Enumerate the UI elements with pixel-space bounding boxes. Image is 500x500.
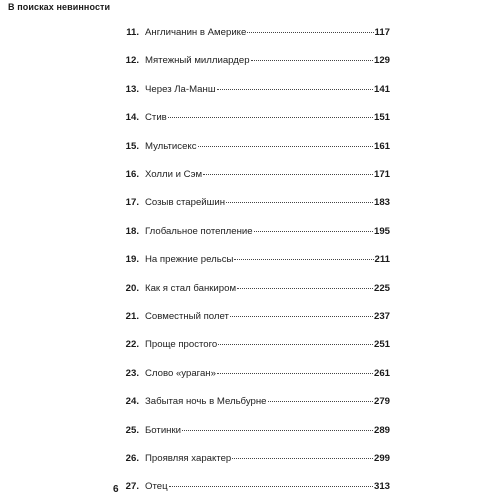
toc-entry-title: Ботинки xyxy=(145,424,182,436)
toc-entry xyxy=(113,253,390,267)
toc-entry xyxy=(113,480,390,494)
toc-entry-number: 23. xyxy=(125,367,139,379)
toc-entry-title: Проще простого xyxy=(145,339,218,351)
toc-entry-title: Проявляя характер xyxy=(145,453,232,464)
dot-leader xyxy=(198,146,373,147)
toc-entry xyxy=(113,282,390,296)
toc-entry-number: 14. xyxy=(125,112,139,124)
dot-leader xyxy=(247,32,373,33)
dot-leader xyxy=(226,202,373,203)
toc-entry-page: 171 xyxy=(373,169,390,180)
toc-entry-number: 11. xyxy=(126,27,139,38)
toc-entry-title: Совместный полет xyxy=(145,311,229,322)
toc-entry-title: Стив xyxy=(145,112,167,124)
toc-entry-page: 195 xyxy=(373,225,390,237)
toc-entry-page: 161 xyxy=(373,140,390,152)
toc-entry-number: 21. xyxy=(125,311,139,322)
toc-entry xyxy=(113,424,390,438)
toc-entry-title: Созыв старейшин xyxy=(145,197,226,209)
dot-leader xyxy=(251,60,373,61)
toc-entry-title: Отец xyxy=(145,481,168,493)
toc-entry-number: 19. xyxy=(125,254,139,266)
toc-entry xyxy=(113,310,390,324)
toc-entry-number: 17. xyxy=(125,197,139,209)
dot-leader xyxy=(232,458,373,459)
toc-entry xyxy=(113,367,390,381)
toc-entry-number: 18. xyxy=(125,225,139,237)
toc-entry-page: 183 xyxy=(373,197,390,209)
toc-entry-page: 261 xyxy=(373,367,390,379)
dot-leader xyxy=(230,316,373,317)
dot-leader xyxy=(182,430,373,431)
running-head: В поисках невинности xyxy=(8,2,111,12)
toc-entry-page: 211 xyxy=(374,254,390,266)
toc-entry-title: Мятежный миллиардер xyxy=(145,55,250,67)
toc-entry xyxy=(113,83,390,97)
toc-entry-number: 12. xyxy=(125,55,139,67)
toc-entry-title: Как я стал банкиром xyxy=(145,282,237,294)
toc-entry-number: 16. xyxy=(125,169,139,180)
toc-entry-title: Забытая ночь в Мельбурне xyxy=(145,396,267,408)
dot-leader xyxy=(254,231,373,232)
dot-leader xyxy=(169,486,373,487)
toc-entry-page: 299 xyxy=(373,453,390,464)
toc-entry xyxy=(113,26,390,40)
toc-entry xyxy=(113,140,390,154)
toc-entry xyxy=(113,395,390,409)
toc-entry-number: 13. xyxy=(125,83,139,95)
toc-entry xyxy=(113,225,390,239)
toc-entry xyxy=(113,54,390,68)
toc-entry-page: 129 xyxy=(373,55,390,67)
toc-entry-title: Слово «ураган» xyxy=(145,367,216,379)
toc-entry-page: 251 xyxy=(373,339,390,351)
toc-entry-title: Холли и Сэм xyxy=(145,169,203,180)
toc-entry-page: 151 xyxy=(373,112,390,124)
toc-entry-title: Глобальное потепление xyxy=(145,225,253,237)
toc-entry-number: 20. xyxy=(125,282,139,294)
toc-entry xyxy=(113,338,390,352)
dot-leader xyxy=(168,117,373,118)
toc-entry-page: 313 xyxy=(373,481,390,493)
toc-entry-number: 26. xyxy=(125,453,139,464)
toc-entry-number: 15. xyxy=(125,140,139,152)
toc-entry-page: 225 xyxy=(373,282,390,294)
toc-entry-page: 237 xyxy=(373,311,390,322)
dot-leader xyxy=(217,89,373,90)
toc-entry-number: 24. xyxy=(125,396,139,408)
toc-entry-title: Мультисекс xyxy=(145,140,197,152)
toc-entry-page: 289 xyxy=(373,424,390,436)
page-number: 6 xyxy=(113,484,119,495)
toc-entry-number: 25. xyxy=(125,424,139,436)
toc-entry-page: 279 xyxy=(373,396,390,408)
toc-entry-title: На прежние рельсы xyxy=(145,254,234,266)
toc-entry-title: Англичанин в Америке xyxy=(145,27,247,38)
dot-leader xyxy=(237,288,373,289)
dot-leader xyxy=(218,344,373,345)
toc-entry xyxy=(113,196,390,210)
toc-entry-number: 22. xyxy=(125,339,139,351)
toc-entry-page: 141 xyxy=(373,83,390,95)
dot-leader xyxy=(203,174,373,175)
toc-entry xyxy=(113,111,390,125)
toc-entry-page: 117 xyxy=(374,27,390,38)
toc-entry xyxy=(113,452,390,466)
toc-entry-number: 27. xyxy=(125,481,139,493)
dot-leader xyxy=(217,373,373,374)
dot-leader xyxy=(234,259,373,260)
toc-entry xyxy=(113,168,390,182)
dot-leader xyxy=(268,401,373,402)
toc-entry-title: Через Ла-Манш xyxy=(145,83,216,95)
